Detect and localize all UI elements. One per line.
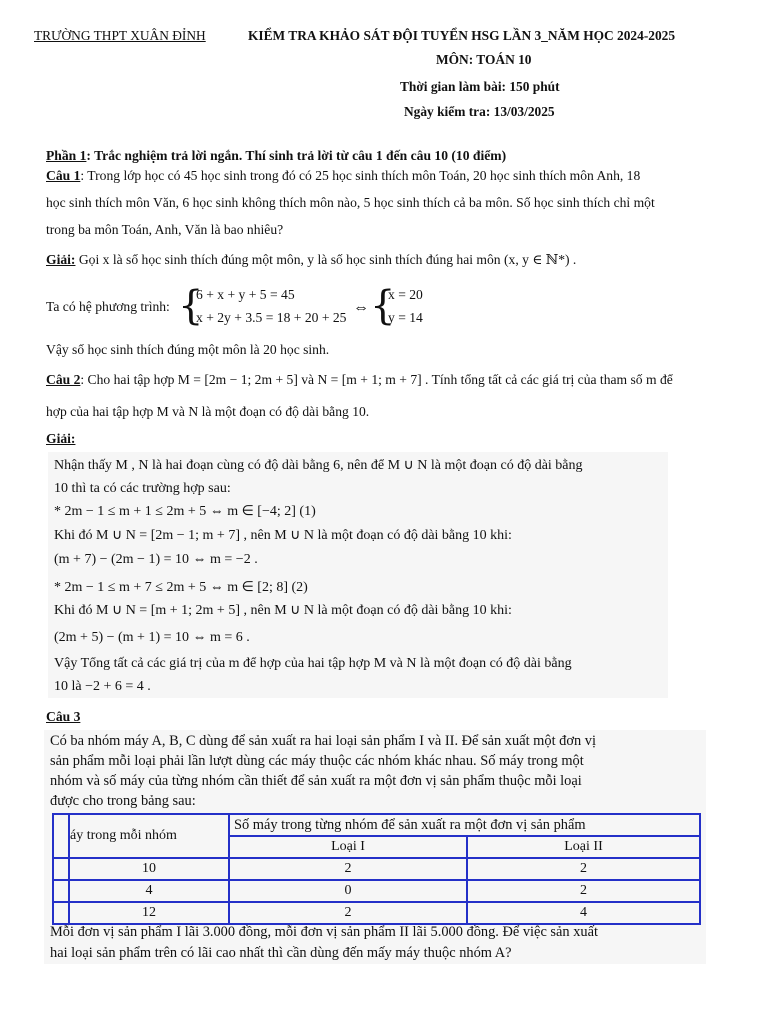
q2-solution-label: Giải: <box>46 431 76 446</box>
table-edge-cell <box>53 902 69 924</box>
q2-box-line: Khi đó M ∪ N = [m + 1; 2m + 5] , nên M ∪ N là một đoạn có độ dài bằng 10 khi: <box>54 603 512 618</box>
q1-eq1: 6 + x + y + 5 = 45 <box>196 287 295 302</box>
table-cell: 4 <box>467 902 700 924</box>
q2-box-line: Vậy Tổng tất cả các giá trị của m để hợp của hai tập hợp M và N là một đoạn có độ dài bằng <box>54 656 572 671</box>
q1-solution-label: Giải: <box>46 252 76 267</box>
table-cell: 12 <box>69 902 229 924</box>
q1-res2: y = 14 <box>388 310 423 325</box>
q1-label: Câu 1 <box>46 168 81 183</box>
table-header-span: Số máy trong từng nhóm để sản xuất ra một đơn vị sản phẩm <box>229 814 700 836</box>
table-header-row <box>53 814 700 836</box>
q2-box-line: (m + 7) − (2m − 1) = 10 ⇔ m = −2 . <box>54 552 258 567</box>
q3-after-line: hai loại sản phẩm trên có lãi cao nhất thì cần dùng đến mấy máy thuộc nhóm A? <box>50 945 512 961</box>
q3-box-line: sản phẩm mỗi loại phải lần lượt dùng các máy thuộc các nhóm khác nhau. Số máy trong một <box>50 753 584 769</box>
q2-box-line: Khi đó M ∪ N = [2m − 1; m + 7] , nên M ∪ N là một đoạn có độ dài bằng 10 khi: <box>54 528 512 543</box>
table-cell: 10 <box>69 858 229 880</box>
table-cell: 2 <box>467 858 700 880</box>
q1-line3: trong ba môn Toán, Anh, Văn là bao nhiêu? <box>46 222 284 237</box>
q2-text1: : Cho hai tập hợp M = [2m − 1; 2m + 5] và N = [m + 1; m + 7] . Tính tổng tất cả các giá trị của tham số m để <box>80 372 673 387</box>
table-cell: 0 <box>229 880 467 902</box>
q3-box-line: nhóm và số máy của từng nhóm cần thiết để sản xuất ra một đơn vị sản phẩm thuộc mỗi loại <box>50 773 582 789</box>
q1-text1: : Trong lớp học có 45 học sinh trong đó có 25 học sinh thích môn Toán, 20 học sinh thích môn Anh, 18 <box>80 168 641 183</box>
table-cell: 2 <box>229 902 467 924</box>
table-row <box>53 880 700 902</box>
table-cell: 2 <box>467 880 700 902</box>
table-row <box>53 902 700 924</box>
table-edge-cell <box>53 814 69 858</box>
q2-line2: hợp của hai tập hợp M và N là một đoạn có độ dài bằng 10. <box>46 404 370 419</box>
q1-solution <box>46 252 576 268</box>
table-cell: 2 <box>229 858 467 880</box>
q1-eq2: x + 2y + 3.5 = 18 + 20 + 25 <box>196 310 347 325</box>
q1-res1: x = 20 <box>388 287 423 302</box>
q3-box-line: Có ba nhóm máy A, B, C dùng để sản xuất ra hai loại sản phẩm I và II. Để sản xuất một đơn vị <box>50 733 596 749</box>
school-name: TRƯỜNG THPT XUÂN ĐỈNH <box>34 28 206 43</box>
subject: MÔN: TOÁN 10 <box>436 52 532 67</box>
machine-table <box>52 813 701 925</box>
table-edge-cell <box>53 880 69 902</box>
q2-box-line: 10 thì ta có các trường hợp sau: <box>54 481 231 496</box>
q1-solution-text: Gọi x là số học sinh thích đúng một môn, y là số học sinh thích đúng hai môn (x, y ∈ ℕ*) . <box>75 252 577 267</box>
q2-label: Câu 2 <box>46 372 81 387</box>
exam-date: Ngày kiểm tra: 13/03/2025 <box>404 104 555 119</box>
table-row <box>53 858 700 880</box>
right-system-brace-icon: { <box>370 283 396 329</box>
q2-line1 <box>46 372 673 388</box>
q3-box-line: được cho trong bảng sau: <box>50 793 196 809</box>
q1-line1 <box>46 168 640 184</box>
q2-box-line: * 2m − 1 ≤ m + 7 ≤ 2m + 5 ⇔ m ∈ [2; 8] (2) <box>54 580 308 595</box>
left-brace-icon: { <box>178 283 204 329</box>
table-header-machines: áy trong mỗi nhóm <box>69 814 229 858</box>
table-header-type2: Loại II <box>467 836 700 858</box>
table-header-type1: Loại I <box>229 836 467 858</box>
q2-box-line: 10 là −2 + 6 = 4 . <box>54 679 151 694</box>
part1-label: Phần 1 <box>46 148 87 163</box>
q2-box-line: Nhận thấy M , N là hai đoạn cùng có độ dài bằng 6, nên để M ∪ N là một đoạn có độ dài bằng <box>54 458 583 473</box>
q1-conclusion: Vậy số học sinh thích đúng một môn là 20 học sinh. <box>46 342 330 357</box>
exam-title: KIỂM TRA KHẢO SÁT ĐỘI TUYỂN HSG LẦN 3_NĂM HỌC 2024-2025 <box>248 28 676 43</box>
q1-line2: học sinh thích môn Văn, 6 học sinh không thích môn nào, 5 học sinh thích cả ba môn. Số học sinh thích chỉ một <box>46 195 655 210</box>
q3-label: Câu 3 <box>46 709 81 724</box>
part1-heading <box>46 148 506 164</box>
table-cell: 4 <box>69 880 229 902</box>
part1-text: : Trắc nghiệm trả lời ngắn. Thí sinh trả lời từ câu 1 đến câu 10 (10 điểm) <box>86 148 507 163</box>
exam-duration: Thời gian làm bài: 150 phút <box>400 79 560 94</box>
equivalence-icon: ⇔ <box>353 299 369 316</box>
q2-box-line: (2m + 5) − (m + 1) = 10 ⇔ m = 6 . <box>54 630 250 645</box>
q1-system-intro: Ta có hệ phương trình: <box>46 299 170 314</box>
table-edge-cell <box>53 858 69 880</box>
q3-after-line: Mỗi đơn vị sản phẩm I lãi 3.000 đồng, mỗi đơn vị sản phẩm II lãi 5.000 đồng. Để việc sản xuất <box>50 924 598 940</box>
q2-box-line: * 2m − 1 ≤ m + 1 ≤ 2m + 5 ⇔ m ∈ [−4; 2] (1) <box>54 504 316 519</box>
